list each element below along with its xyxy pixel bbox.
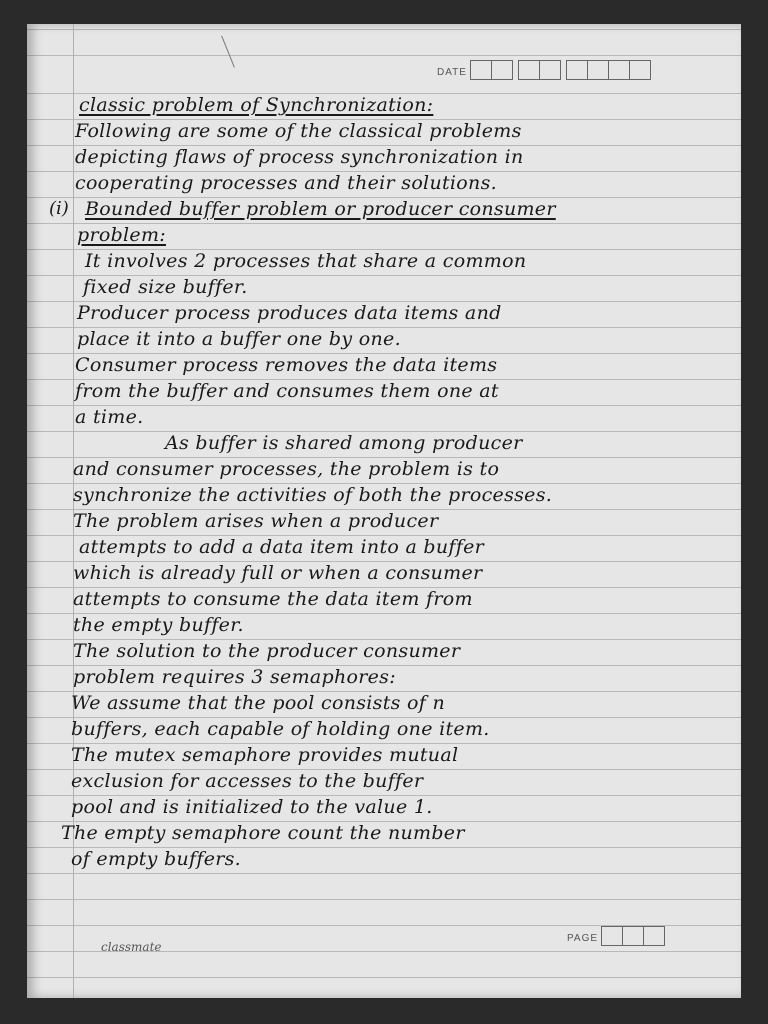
note-line: depicting flaws of process synchronization in <box>75 146 524 168</box>
note-line: attempts to add a data item into a buffer <box>79 536 485 558</box>
note-line: Producer process produces data items and <box>77 302 502 324</box>
note-line: Consumer process removes the data items <box>75 354 498 376</box>
note-line: the empty buffer. <box>73 614 244 636</box>
date-label: DATE <box>437 67 467 78</box>
note-line: The solution to the producer consumer <box>73 640 461 662</box>
note-line: It involves 2 processes that share a common <box>85 250 527 272</box>
date-month-boxes <box>519 60 561 80</box>
note-line: The empty semaphore count the number <box>61 822 465 844</box>
note-line: and consumer processes, the problem is to <box>73 458 500 480</box>
note-line: The mutex semaphore provides mutual <box>71 744 459 766</box>
note-line: pool and is initialized to the value 1. <box>71 796 433 818</box>
note-line: Bounded buffer problem or producer consumer <box>85 198 556 220</box>
note-line: As buffer is shared among producer <box>165 432 523 454</box>
paper-crease <box>221 30 248 67</box>
date-day-boxes <box>471 60 513 80</box>
note-line: buffers, each capable of holding one item. <box>71 718 490 740</box>
date-year-boxes <box>567 60 651 80</box>
note-line: of empty buffers. <box>71 848 242 870</box>
note-line: The problem arises when a producer <box>73 510 439 532</box>
note-line: We assume that the pool consists of n <box>71 692 445 714</box>
note-line: place it into a buffer one by one. <box>77 328 401 350</box>
page-number-boxes <box>602 926 665 946</box>
note-line: which is already full or when a consumer <box>73 562 483 584</box>
note-line: from the buffer and consumes them one at <box>75 380 499 402</box>
note-line: exclusion for accesses to the buffer <box>71 770 424 792</box>
item-number: (i) <box>49 198 69 219</box>
notebook-page <box>27 24 741 998</box>
date-field <box>437 60 657 80</box>
note-line: a time. <box>75 406 144 428</box>
notebook-brand: classmate <box>101 940 162 954</box>
note-line: classic problem of Synchronization: <box>79 94 434 116</box>
page-label: PAGE <box>567 933 599 944</box>
note-line: fixed size buffer. <box>83 276 248 298</box>
note-line: Following are some of the classical problems <box>75 120 522 142</box>
note-line: problem: <box>77 224 166 246</box>
note-line: attempts to consume the data item from <box>73 588 473 610</box>
note-line: cooperating processes and their solutions. <box>75 172 497 194</box>
note-line: synchronize the activities of both the processes. <box>73 484 553 506</box>
note-line: problem requires 3 semaphores: <box>73 666 396 688</box>
page-number-field <box>567 926 671 946</box>
